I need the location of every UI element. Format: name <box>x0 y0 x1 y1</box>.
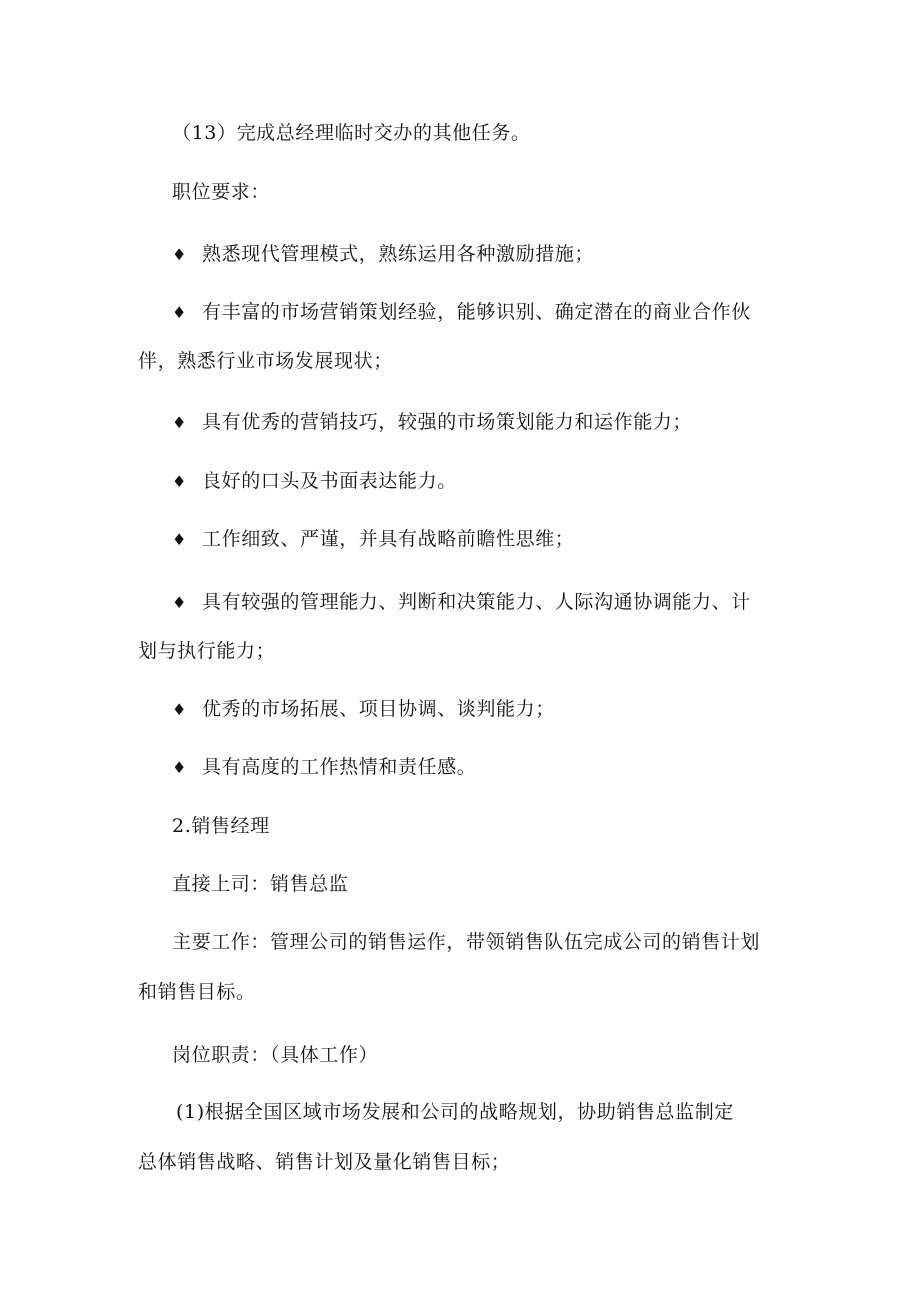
requirement-text: 具有优秀的营销技巧，较强的市场策划能力和运作能力； <box>202 411 693 433</box>
requirement-text: 优秀的市场拓展、项目协调、谈判能力； <box>202 698 555 720</box>
diamond-bullet-icon: ♦ <box>172 700 187 719</box>
main-work-line-1: 主要工作：管理公司的销售运作，带领销售队伍完成公司的销售计划 <box>172 931 761 953</box>
diamond-bullet-icon: ♦ <box>172 530 187 549</box>
requirement-item <box>172 755 476 780</box>
requirement-text: 良好的口头及书面表达能力。 <box>202 470 457 492</box>
item-13: （13）完成总经理临时交办的其他任务。 <box>172 122 531 144</box>
duties-heading: 岗位职责：（具体工作） <box>172 1044 379 1066</box>
requirement-text: 工作细致、严谨，并具有战略前瞻性思维； <box>202 528 575 550</box>
requirement-text: 具有较强的管理能力、判断和决策能力、人际沟通协调能力、计 <box>202 591 751 613</box>
diamond-bullet-icon: ♦ <box>172 413 187 432</box>
duty-1-line-1: (1)根据全国区域市场发展和公司的战略规划，协助销售总监制定 <box>176 1101 734 1123</box>
diamond-bullet-icon: ♦ <box>172 245 187 264</box>
diamond-bullet-icon: ♦ <box>172 472 187 491</box>
requirement-item <box>172 410 692 435</box>
requirement-item <box>172 590 751 615</box>
requirement-item <box>172 300 751 325</box>
requirement-item <box>172 527 574 552</box>
diamond-bullet-icon: ♦ <box>172 593 187 612</box>
requirement-item <box>172 469 457 494</box>
diamond-bullet-icon: ♦ <box>172 303 187 322</box>
direct-superior: 直接上司：销售总监 <box>172 873 349 895</box>
requirement-continuation: 划与执行能力； <box>138 640 276 662</box>
requirement-continuation: 伴，熟悉行业市场发展现状； <box>138 350 393 372</box>
requirement-item <box>172 697 555 722</box>
requirement-text: 熟悉现代管理模式，熟练运用各种激励措施； <box>202 243 595 265</box>
main-work-line-2: 和销售目标。 <box>138 981 256 1003</box>
requirement-text: 有丰富的市场营销策划经验，能够识别、确定潜在的商业合作伙 <box>202 301 751 323</box>
requirements-heading: 职位要求： <box>172 181 271 203</box>
section-2-title: 2.销售经理 <box>172 815 270 837</box>
diamond-bullet-icon: ♦ <box>172 758 187 777</box>
requirement-text: 具有高度的工作热情和责任感。 <box>202 756 477 778</box>
duty-1-line-2: 总体销售战略、销售计划及量化销售目标； <box>138 1151 511 1173</box>
requirement-item <box>172 242 594 267</box>
